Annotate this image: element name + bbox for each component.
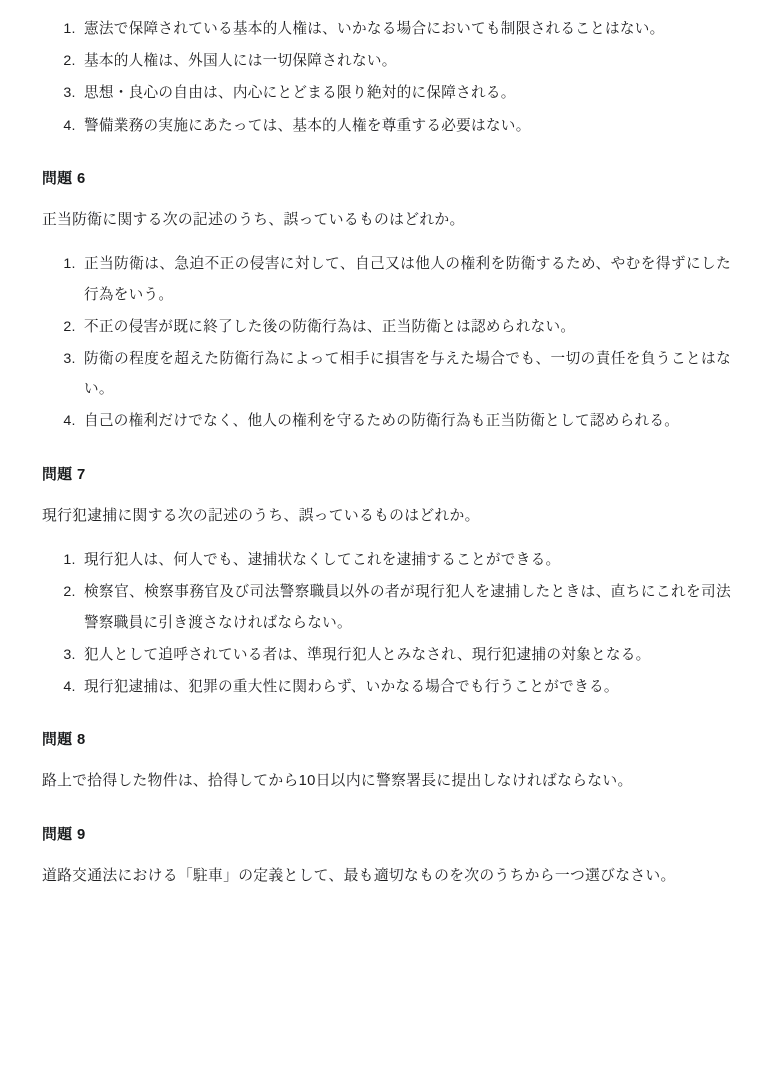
list-item: 4. 警備業務の実施にあたっては、基本的人権を尊重する必要はない。: [80, 111, 731, 141]
question-stem: 道路交通法における「駐車」の定義として、最も適切なものを次のうちから一つ選びなさい。: [42, 867, 676, 884]
question-block-7: [42, 463, 731, 703]
question-block-8: [42, 728, 731, 797]
question-stem: 路上で拾得した物件は、拾得してから10日以内に警察署長に提出しなければならない。: [42, 773, 633, 790]
question-stem: 現行犯逮捕に関する次の記述のうち、誤っているものはどれか。: [42, 507, 480, 524]
question-heading: 問題 9: [42, 826, 86, 843]
list-item: 2. 不正の侵害が既に終了した後の防衛行為は、正当防衛とは認められない。: [80, 312, 731, 342]
list-item: 4. 自己の権利だけでなく、他人の権利を守るための防衛行為も正当防衛として認められる。: [80, 406, 731, 436]
question-block-6: [42, 167, 731, 437]
question-7-choice-list: [42, 545, 731, 702]
list-item: 3. 防衛の程度を超えた防衛行為によって相手に損害を与えた場合でも、一切の責任を負うことはない。: [80, 344, 731, 404]
question-heading: 問題 8: [42, 732, 86, 749]
list-item: 3. 犯人として追呼されている者は、準現行犯人とみなされ、現行犯逮捕の対象となる。: [80, 640, 731, 670]
question-stem: 正当防衛に関する次の記述のうち、誤っているものはどれか。: [42, 211, 465, 228]
list-item: 2. 検察官、検察事務官及び司法警察職員以外の者が現行犯人を逮捕したときは、直ちにこれを司法警察職員に引き渡さなければならない。: [80, 577, 731, 637]
question-5-choice-list: [42, 14, 731, 141]
list-item: 1. 現行犯人は、何人でも、逮捕状なくしてこれを逮捕することができる。: [80, 545, 731, 575]
list-item: 4. 現行犯逮捕は、犯罪の重大性に関わらず、いかなる場合でも行うことができる。: [80, 672, 731, 702]
list-item: 1. 憲法で保障されている基本的人権は、いかなる場合においても制限されることはない。: [80, 14, 731, 44]
question-block-9: [42, 823, 731, 892]
question-heading: 問題 6: [42, 170, 86, 187]
list-item: 2. 基本的人権は、外国人には一切保障されない。: [80, 46, 731, 76]
list-item: 3. 思想・良心の自由は、内心にとどまる限り絶対的に保障される。: [80, 78, 731, 108]
question-heading: 問題 7: [42, 466, 86, 483]
question-6-choice-list: [42, 249, 731, 436]
list-item: 1. 正当防衛は、急迫不正の侵害に対して、自己又は他人の権利を防衛するため、やむを得ずにした行為をいう。: [80, 249, 731, 309]
